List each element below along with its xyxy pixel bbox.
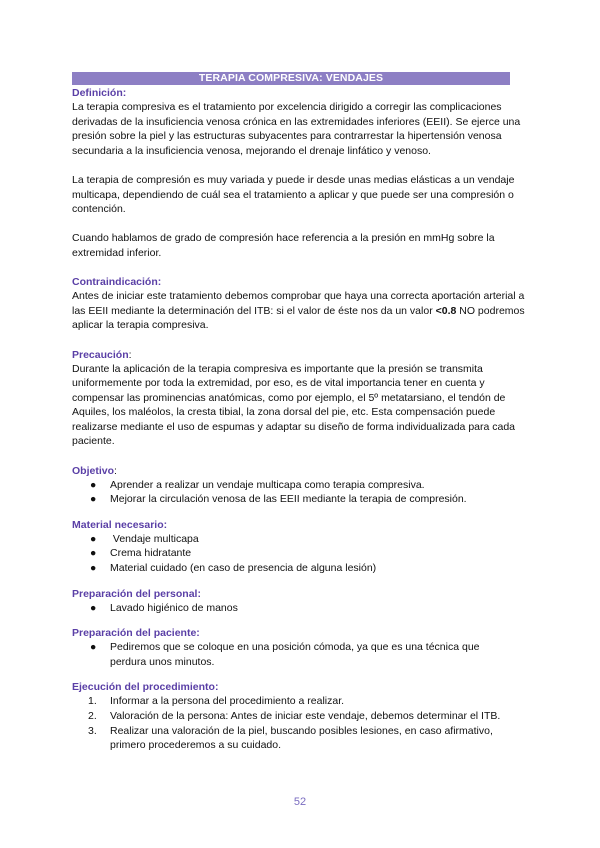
contraindicacion-text-after: NO podremos aplicar la terapia compresiva. — [72, 304, 525, 332]
list-item: 3. Realizar una valoración de la piel, buscando posibles lesiones, en caso afirmativo, primero procederemos a su cuidado. — [88, 724, 493, 752]
list-item: ● Lavado higiénico de manos — [90, 601, 238, 614]
list-item: ● Material cuidado (en caso de presencia de alguna lesión) — [90, 562, 377, 575]
heading-preparacion-paciente: Preparación del paciente: — [72, 627, 200, 640]
bullet-icon: ● — [90, 601, 97, 614]
list-item: ● Mejorar la circulación venosa de las EEII mediante la terapia de compresión. — [90, 493, 467, 506]
heading-definicion: Definición: — [72, 87, 127, 99]
bullet-icon: ● — [90, 547, 97, 560]
bullet-icon: ● — [90, 532, 97, 545]
itb-threshold-value: <0.8 — [435, 304, 457, 317]
paragraph-precaucion: Durante la aplicación de la terapia compresiva es importante que la presión se transmita uniformemente por toda la extremidad, por eso, es de vital importancia tener en cuenta y compensar las prominencias anatómicas, como por ejemplo, el 5º metatarsiano, el tendón de Aquiles, los maléolos, la cresta tibial, la zona dorsal del pie, etc. Esta compensación puede realizarse mediante el uso de espumas y adaptar su diseño de forma individualizada para cada paciente. — [72, 362, 516, 448]
list-ejecucion — [72, 694, 532, 752]
heading-contraindicacion: Contraindicación: — [72, 276, 162, 289]
bullet-icon: ● — [90, 641, 97, 654]
paragraph-contraindicacion — [72, 289, 532, 333]
step-number: 2. — [88, 710, 97, 722]
step-number: 3. — [88, 724, 97, 737]
heading-preparacion-personal: Preparación del personal: — [72, 587, 201, 600]
heading-objetivo: Objetivo: — [72, 464, 117, 477]
bullet-icon: ● — [90, 478, 97, 491]
contraindicacion-text-before: Antes de iniciar este tratamiento debemos comprobar que haya una correcta aportación arterial a las EEII mediante la determinación del ITB: si el valor de éste nos da un valor — [72, 290, 525, 317]
list-item: 1. Informar a la persona del procedimiento a realizar. — [88, 695, 345, 708]
bullet-icon: ● — [90, 493, 97, 506]
paragraph-definicion-2: La terapia de compresión es muy variada y puede ir desde unas medias elásticas a un vendaje multicapa, dependiendo de cuál sea el tratamiento a aplicar y que puede ser una compresión o contención. — [72, 173, 515, 216]
heading-ejecucion: Ejecución del procedimiento: — [72, 681, 219, 694]
list-item: 2. Valoración de la persona: Antes de iniciar este vendaje, debemos determinar el ITB. — [88, 710, 501, 722]
list-item: ● Crema hidratante — [90, 547, 192, 560]
paragraph-definicion-1: La terapia compresiva es el tratamiento por excelencia dirigido a corregir las complicaciones derivadas de la insuficiencia venosa crónica en las extremidades inferiores (EEII). Se ejerce una presión sobre la piel y las estructuras subyacentes para contrarrestar la hipertensión venosa secundaria a la insuficiencia venosa, mejorando el drenaje linfático y venoso. — [72, 101, 521, 157]
list-objetivo — [72, 478, 532, 507]
heading-precaucion: Precaución: — [72, 348, 132, 361]
list-preparacion-paciente — [72, 640, 532, 669]
list-preparacion-personal — [72, 601, 532, 616]
page-number: 52 — [293, 796, 307, 808]
paragraph-definicion-3: Cuando hablamos de grado de compresión hace referencia a la presión en mmHg sobre la extremidad inferior. — [72, 232, 495, 259]
list-item: ● Vendaje multicapa — [90, 532, 199, 545]
document-content — [72, 86, 532, 753]
list-item: ● Pediremos que se coloque en una posición cómoda, ya que es una técnica que perdura unos minutos. — [90, 641, 480, 668]
bullet-icon: ● — [90, 562, 97, 575]
step-number: 1. — [88, 695, 97, 708]
list-material — [72, 532, 532, 576]
section-title: TERAPIA COMPRESIVA: VENDAJES — [72, 72, 510, 85]
heading-material: Material necesario: — [72, 518, 168, 531]
list-item: ● Aprender a realizar un vendaje multicapa como terapia compresiva. — [90, 478, 425, 491]
